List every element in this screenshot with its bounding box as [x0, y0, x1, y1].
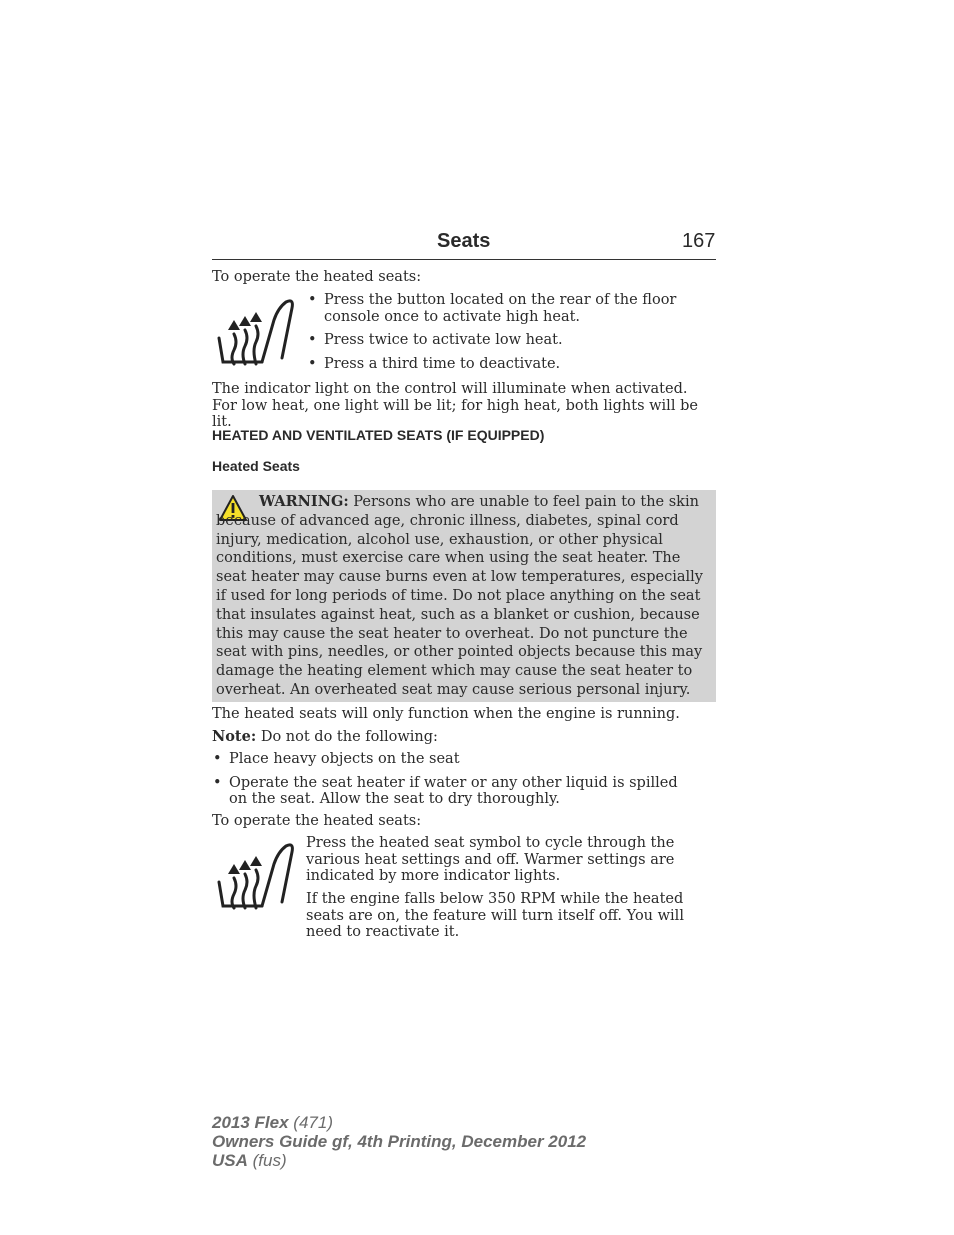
- section-heading: HEATED AND VENTILATED SEATS (IF EQUIPPED): [212, 427, 545, 443]
- warning-body: Persons who are unable to feel pain to the skin because of advanced age, chronic illness, diabetes, spinal cord injury, medication, alcohol use, exhaustion, or other physical conditions, must exercise care when using the seat heater. The seat heater may cause burns even at low temperatures, especially if used for long periods of time. Do not place anything on the seat that insulates against heat, such as a blanket or cushion, because this may cause the seat heater to overheat. Do not puncture the seat with pins, needles, or other pointed objects because this may damage the heating element which may cause the seat heater to overheat. An overheated seat may cause serious personal injury.: [216, 494, 703, 698]
- note-label: Note:: [212, 728, 257, 745]
- list-item: • Place heavy objects on the seat: [213, 751, 700, 768]
- footer-model-line: [212, 1113, 586, 1132]
- list-item: • Press a third time to deactivate.: [308, 356, 716, 373]
- list-item: • Press twice to activate low heat.: [308, 332, 716, 349]
- indicator-text: The indicator light on the control will illuminate when activated. For low heat, one light will be lit; for high heat, both lights will be lit.: [212, 381, 698, 430]
- engine-text: The heated seats will only function when the engine is running.: [212, 706, 680, 722]
- footer-market-line: [212, 1151, 586, 1170]
- list-item: • Operate the seat heater if water or any other liquid is spilled on the seat. Allow the seat to dry thoroughly.: [213, 775, 700, 808]
- footer-model-code: (471): [293, 1113, 333, 1132]
- heated-seat-icon: [214, 294, 294, 374]
- warning-text: [216, 493, 712, 700]
- heated-seat-instructions: [308, 292, 716, 379]
- footer-guide: Owners Guide gf, 4th Printing, December 2012: [212, 1132, 587, 1151]
- page-number: 167: [682, 230, 716, 252]
- header-rule: [212, 259, 716, 260]
- intro-text: To operate the heated seats:: [212, 269, 422, 285]
- note: [212, 729, 716, 746]
- footer: [212, 1113, 586, 1170]
- note-list: [213, 751, 700, 815]
- footer-market: USA: [212, 1151, 248, 1170]
- footer-guide-line: [212, 1132, 586, 1151]
- warning-label: WARNING:: [259, 493, 349, 510]
- subsection-heading: Heated Seats: [212, 458, 300, 474]
- list-item: • Press the button located on the rear of the floor console once to activate high heat.: [308, 292, 716, 325]
- intro-text-2: To operate the heated seats:: [212, 813, 422, 829]
- footer-market-code: (fus): [252, 1151, 287, 1170]
- page-section-title: Seats: [437, 230, 491, 252]
- rpm-instructions: If the engine falls below 350 RPM while the heated seats are on, the feature will turn itself off. You will need to reactivate it.: [306, 891, 684, 940]
- cycle-instructions: Press the heated seat symbol to cycle through the various heat settings and off. Warmer settings are indicated by more indicator lights.: [306, 835, 675, 884]
- footer-model: 2013 Flex: [212, 1113, 289, 1132]
- heated-seat-icon: [214, 838, 294, 918]
- note-text: Do not do the following:: [260, 729, 438, 745]
